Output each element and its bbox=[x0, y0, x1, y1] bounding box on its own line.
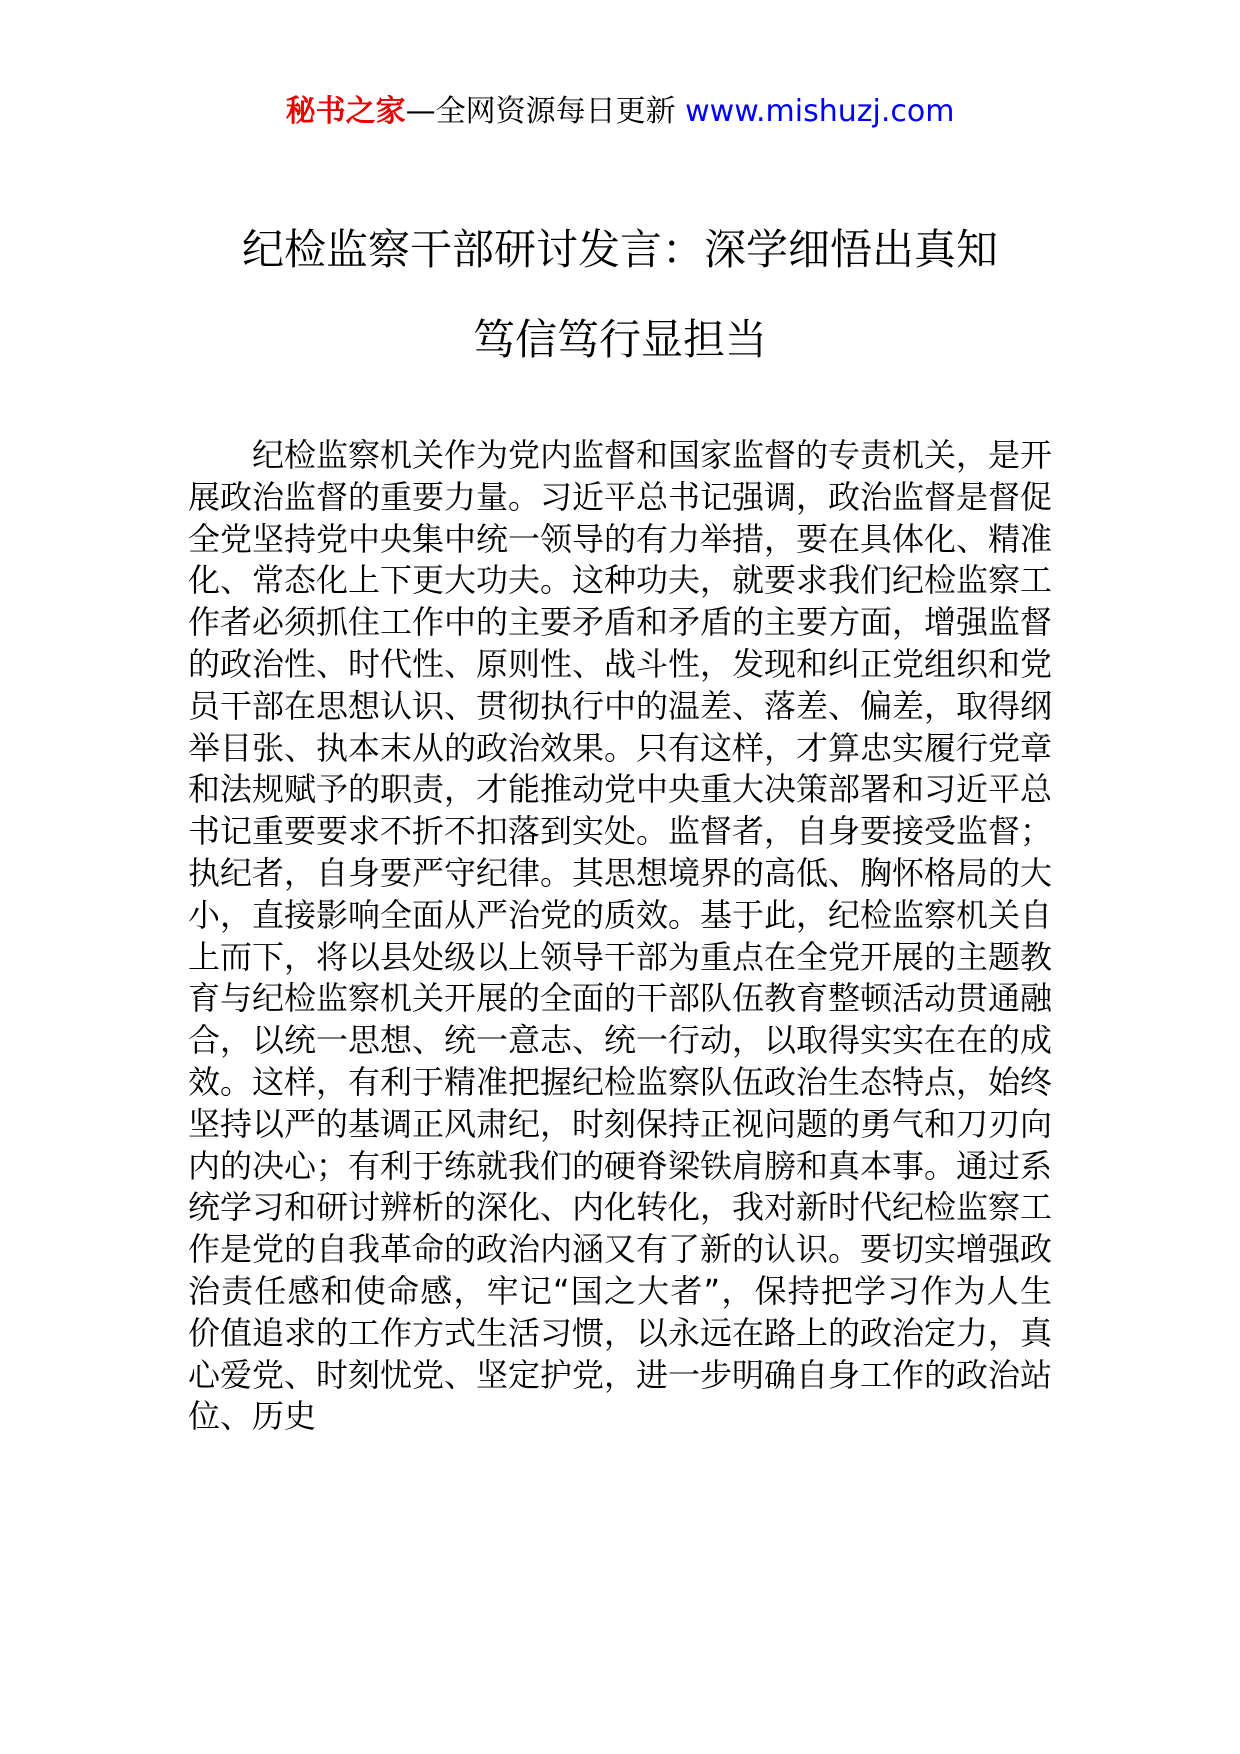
document-title-line-2: 笃信笃行显担当 bbox=[472, 315, 767, 364]
body-paragraph: 纪检监察机关作为党内监督和国家监督的专责机关，是开展政治监督的重要力量。习近平总书记强调，政治监督是督促全党坚持党中央集中统一领导的有力举措，要在具体化、精准化、常态化上下更大功夫。这种功夫，就要求我们纪检监察工作者必须抓住工作中的主要矛盾和矛盾的主要方面，增强监督的政治性、时代性、原则性、战斗性，发现和纠正党组织和党员干部在思想认识、贯彻执行中的温差、落差、偏差，取得纲举目张、执本末从的政治效果。只有这样，才算忠实履行党章和法规赋予的职责，才能推动党中央重大决策部署和习近平总书记重要要求不折不扣落到实处。监督者，自身要接受监督；执纪者，自身要严守纪律。其思想境界的高低、胸怀格局的大小，直接影响全面从严治党的质效。基于此，纪检监察机关自上而下，将以县处级以上领导干部为重点在全党开展的主题教育与纪检监察机关开展的全面的干部队伍教育整顿活动贯通融合，以统一思想、统一意志、统一行动，以取得实实在在的成效。这样，有利于精准把握纪检监察队伍政治生态特点，始终坚持以严的基调正风肃纪，时刻保持正视问题的勇气和刀刃向内的决心；有利于练就我们的硬脊梁铁肩膀和真本事。通过系统学习和研讨辨析的深化、内化转化，我对新时代纪检监察工作是党的自我革命的政治内涵又有了新的认识。要切实增强政治责任感和使命感，牢记“国之大者”，保持把学习作为人生价值追求的工作方式生活习惯，以永远在路上的政治定力，真心爱党、时刻忧党、坚定护党，进一步明确自身工作的政治站位、历史 bbox=[188, 436, 1053, 1436]
document-title-line-1: 纪检监察干部研讨发言：深学细悟出真知 bbox=[241, 225, 998, 274]
site-url-link[interactable]: www.mishuzj.com bbox=[685, 94, 955, 129]
site-tagline: —全网资源每日更新 bbox=[405, 94, 686, 129]
site-brand: 秘书之家 bbox=[285, 94, 406, 129]
document-title bbox=[120, 205, 1120, 385]
site-header bbox=[0, 92, 1240, 132]
